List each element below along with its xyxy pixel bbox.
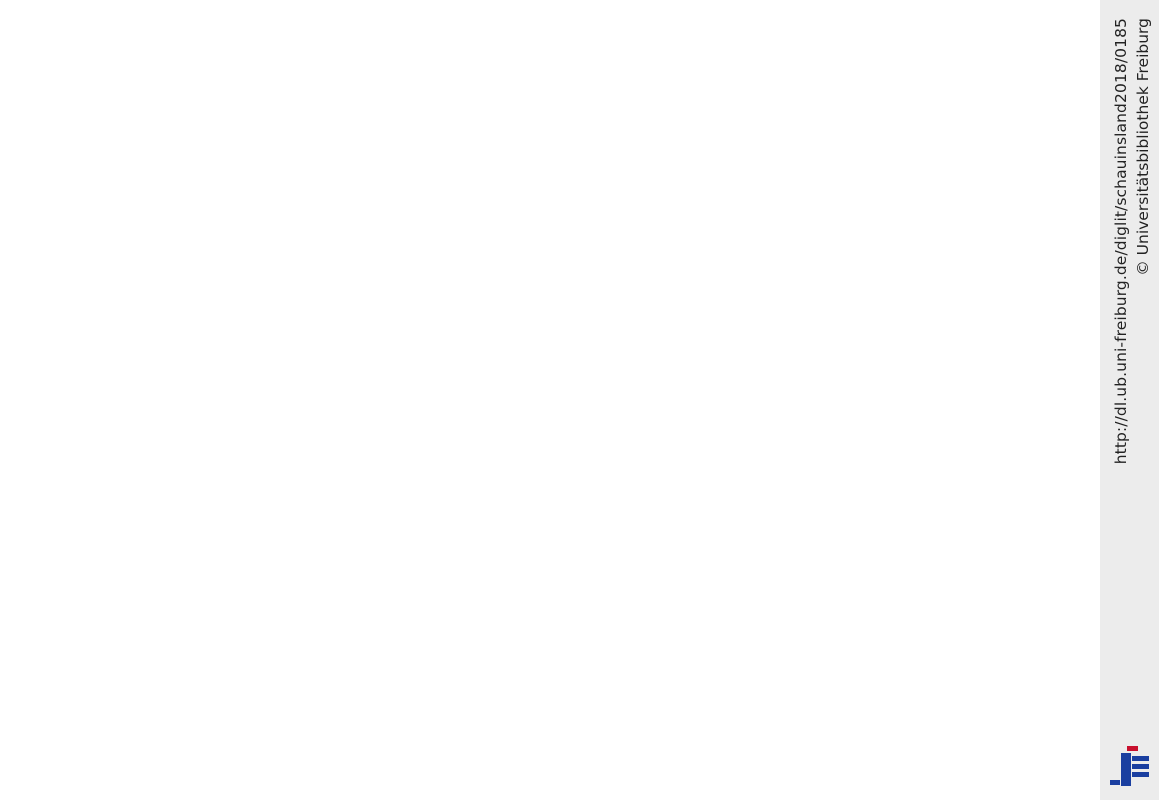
sidebar-text (1102, 0, 1159, 800)
logo-blue-stem (1121, 753, 1131, 786)
logo-blue-bar-bottom (1132, 772, 1149, 777)
logo-blue-bar-mid (1132, 764, 1149, 769)
ub-freiburg-logo-icon (1108, 744, 1152, 788)
logo-blue-foot (1110, 780, 1120, 785)
source-sidebar (1100, 0, 1159, 800)
source-url-link[interactable]: http://dl.ub.uni-freiburg.de/diglit/schauinsland2018/0185 (1112, 18, 1130, 465)
logo-blue-bar-top (1132, 756, 1149, 761)
logo-red-bar (1127, 746, 1138, 751)
copyright-notice: © Universitätsbibliothek Freiburg (1134, 18, 1152, 276)
